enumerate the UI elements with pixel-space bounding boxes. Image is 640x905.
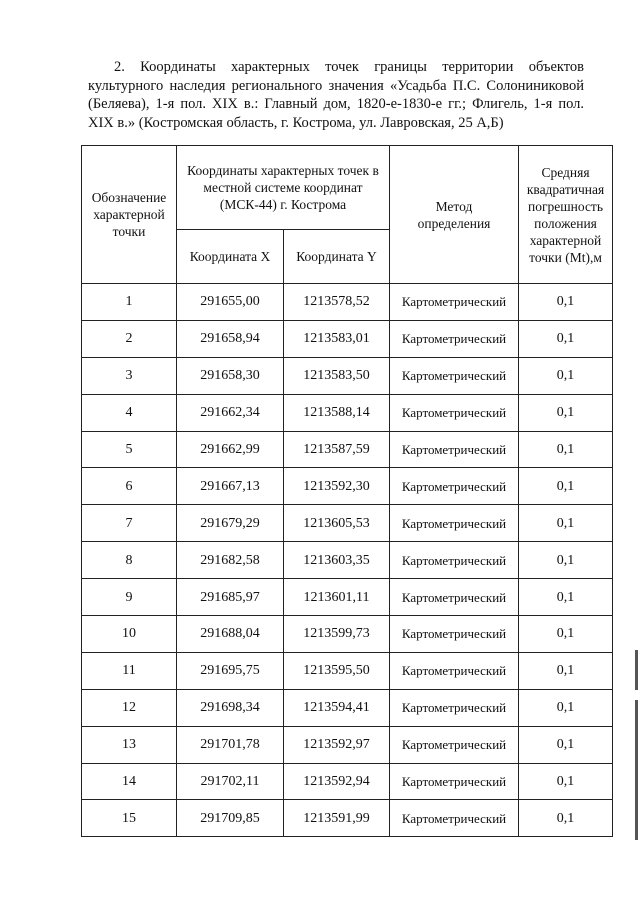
header-coordinates: Координаты характерных точек в местной системе координат (МСК-44) г. Кострома [177, 146, 390, 230]
table-row [82, 579, 613, 616]
method-cell: Картометрический [390, 763, 519, 800]
method-cell: Картометрический [390, 579, 519, 616]
accuracy-cell: 0,1 [519, 763, 613, 800]
method-cell: Картометрический [390, 284, 519, 321]
table-row [82, 431, 613, 468]
table-row [82, 357, 613, 394]
point-number-cell: 5 [82, 431, 177, 468]
accuracy-cell: 0,1 [519, 689, 613, 726]
header-method: Метод определения [390, 146, 519, 284]
table-row [82, 616, 613, 653]
table-row [82, 763, 613, 800]
accuracy-cell: 0,1 [519, 579, 613, 616]
section-heading [88, 58, 584, 132]
coordinate-x-cell: 291695,75 [177, 652, 284, 689]
coordinate-x-cell: 291667,13 [177, 468, 284, 505]
coordinate-y-cell: 1213601,11 [284, 579, 390, 616]
accuracy-cell: 0,1 [519, 542, 613, 579]
header-y: Координата Y [284, 230, 390, 284]
table-row [82, 689, 613, 726]
accuracy-cell: 0,1 [519, 320, 613, 357]
accuracy-cell: 0,1 [519, 505, 613, 542]
coordinate-x-cell: 291679,29 [177, 505, 284, 542]
table-row [82, 284, 613, 321]
table-row [82, 542, 613, 579]
coordinate-y-cell: 1213594,41 [284, 689, 390, 726]
accuracy-cell: 0,1 [519, 284, 613, 321]
method-cell: Картометрический [390, 357, 519, 394]
accuracy-cell: 0,1 [519, 357, 613, 394]
point-number-cell: 10 [82, 616, 177, 653]
accuracy-cell: 0,1 [519, 726, 613, 763]
coordinate-x-cell: 291701,78 [177, 726, 284, 763]
coordinate-y-cell: 1213578,52 [284, 284, 390, 321]
coordinate-y-cell: 1213592,97 [284, 726, 390, 763]
coordinate-x-cell: 291702,11 [177, 763, 284, 800]
coordinate-x-cell: 291685,97 [177, 579, 284, 616]
point-number-cell: 14 [82, 763, 177, 800]
table-row [82, 394, 613, 431]
coordinate-y-cell: 1213587,59 [284, 431, 390, 468]
coordinate-x-cell: 291698,34 [177, 689, 284, 726]
table-row [82, 505, 613, 542]
method-cell: Картометрический [390, 431, 519, 468]
coordinate-x-cell: 291655,00 [177, 284, 284, 321]
coordinate-y-cell: 1213592,30 [284, 468, 390, 505]
heading-line-1: 2. Координаты характерных точек границы территории объектов [114, 59, 584, 75]
method-cell: Картометрический [390, 468, 519, 505]
heading-line-4: 1820-е-1830-е гг.; Флигель, 1-я пол. XIX в.» (Костромская область, [88, 96, 585, 131]
coordinate-x-cell: 291662,34 [177, 394, 284, 431]
accuracy-cell: 0,1 [519, 394, 613, 431]
coordinate-y-cell: 1213588,14 [284, 394, 390, 431]
table-row [82, 800, 613, 837]
table-row [82, 320, 613, 357]
method-cell: Картометрический [390, 320, 519, 357]
coordinate-x-cell: 291662,99 [177, 431, 284, 468]
method-cell: Картометрический [390, 726, 519, 763]
point-number-cell: 11 [82, 652, 177, 689]
point-number-cell: 2 [82, 320, 177, 357]
accuracy-cell: 0,1 [519, 616, 613, 653]
table-row [82, 652, 613, 689]
method-cell: Картометрический [390, 394, 519, 431]
coordinate-y-cell: 1213583,01 [284, 320, 390, 357]
heading-line-2: культурного наследия регионального значения «Усадьба [88, 77, 447, 94]
header-x: Координата X [177, 230, 284, 284]
method-cell: Картометрический [390, 542, 519, 579]
coordinate-x-cell: 291658,94 [177, 320, 284, 357]
method-cell: Картометрический [390, 689, 519, 726]
scan-edge-mark [635, 650, 638, 690]
accuracy-cell: 0,1 [519, 652, 613, 689]
coordinate-x-cell: 291688,04 [177, 616, 284, 653]
heading-line-3: П.С. Солониниковой (Беляева), 1-я пол. XIX в.: Главный дом, [88, 77, 584, 113]
table-row [82, 726, 613, 763]
point-number-cell: 3 [82, 357, 177, 394]
point-number-cell: 12 [82, 689, 177, 726]
coordinate-x-cell: 291682,58 [177, 542, 284, 579]
header-accuracy: Средняя квадратичная погрешность положения характерной точки (Mt),м [519, 146, 613, 284]
coordinate-y-cell: 1213583,50 [284, 357, 390, 394]
table-row [82, 468, 613, 505]
coordinate-y-cell: 1213605,53 [284, 505, 390, 542]
heading-line-5: г. Кострома, ул. Лавровская, 25 А,Б) [281, 114, 504, 131]
coordinate-y-cell: 1213591,99 [284, 800, 390, 837]
accuracy-cell: 0,1 [519, 431, 613, 468]
coordinate-y-cell: 1213592,94 [284, 763, 390, 800]
coordinate-x-cell: 291709,85 [177, 800, 284, 837]
point-number-cell: 4 [82, 394, 177, 431]
point-number-cell: 7 [82, 505, 177, 542]
scan-edge-mark [635, 700, 638, 840]
coordinate-y-cell: 1213599,73 [284, 616, 390, 653]
header-point: Обозначение характерной точки [82, 146, 177, 284]
point-number-cell: 6 [82, 468, 177, 505]
accuracy-cell: 0,1 [519, 468, 613, 505]
method-cell: Картометрический [390, 652, 519, 689]
point-number-cell: 1 [82, 284, 177, 321]
method-cell: Картометрический [390, 800, 519, 837]
method-cell: Картометрический [390, 505, 519, 542]
coordinate-y-cell: 1213603,35 [284, 542, 390, 579]
point-number-cell: 15 [82, 800, 177, 837]
accuracy-cell: 0,1 [519, 800, 613, 837]
point-number-cell: 13 [82, 726, 177, 763]
coordinate-x-cell: 291658,30 [177, 357, 284, 394]
coordinate-y-cell: 1213595,50 [284, 652, 390, 689]
point-number-cell: 9 [82, 579, 177, 616]
point-number-cell: 8 [82, 542, 177, 579]
coordinates-table [81, 145, 613, 837]
method-cell: Картометрический [390, 616, 519, 653]
